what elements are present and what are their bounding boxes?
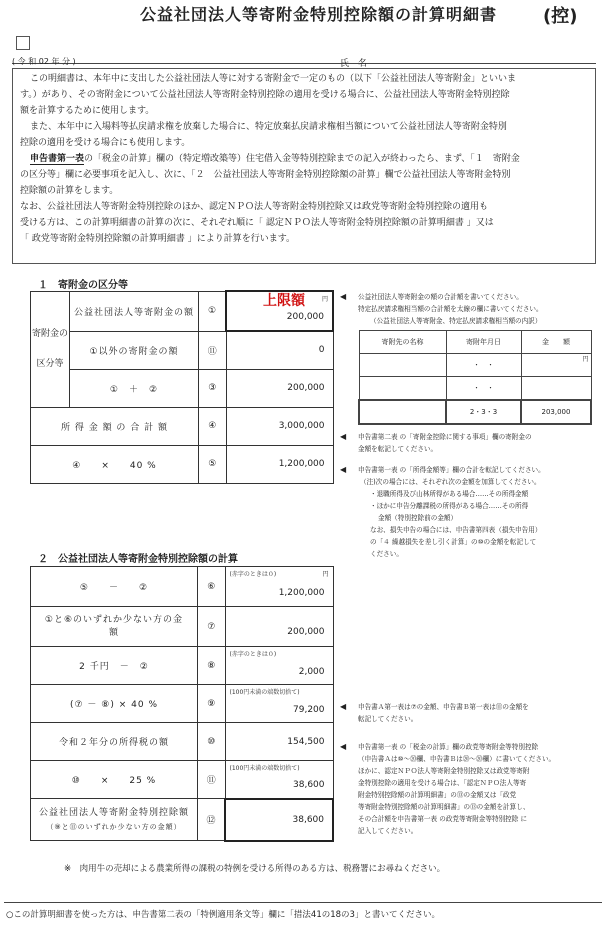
side3-l1: 申告書第一表 の「所得金額等」欄の合計を転記してください。 (358, 466, 545, 474)
section2-heading: ２ 公益社団法人等寄附金特別控除額の計算 (38, 554, 238, 565)
s2-row-num-6: ⑥ (198, 567, 226, 607)
intro-p1-l2: す。）があり、その寄附金について公益社団法人等寄附金特別控除の適用を受ける場合に、公益社団法人等寄附金特別控除 (20, 90, 510, 100)
s2-note-9: (100円未満の端数切捨て) (229, 689, 300, 696)
side3-l7: の「４ 繰越損失を差し引く計算」の⑩の金額を転記して (370, 538, 537, 546)
intro-p2-l2: 控除の適用を受ける場合にも使用します。 (20, 138, 191, 148)
section1-table (30, 290, 334, 484)
s2-value-9: 79,200 (293, 704, 325, 715)
s2-row-value-9[interactable] (225, 685, 333, 723)
s2-row-num-11: ⑪ (198, 761, 226, 799)
header-rule (12, 63, 596, 64)
s2-label-12-main: 公益社団法人等寄附金特別控除額 (38, 807, 189, 818)
s2-note-8: (赤字のときは０) (229, 651, 277, 658)
side3-l6: なお、損失申告の場合には、申告書第四表（損失申告用） (370, 526, 542, 534)
s2-row-label-9: (⑦ － ⑧) × 40 % (31, 685, 198, 723)
side1-l1: 公益社団法人等寄附金の額の合計額を書いてください。 (358, 293, 523, 301)
s2-note-6: (赤字のときは０) (229, 571, 277, 578)
row-num-4: ④ (199, 407, 227, 445)
detail-date-1[interactable]: ・ ・ (446, 354, 521, 377)
side5-l1: 申告書第一表 の「税金の計算」欄の政党等寄附金等特別控除 (358, 743, 539, 751)
intro-p3-l3: 控除額の計算をします。 (20, 186, 119, 196)
page-title: 公益社団法人等寄附金特別控除額の計算明細書 (140, 5, 498, 24)
arrow-icon: ◀ (340, 465, 347, 474)
intro-p4-l1: なお、公益社団法人等寄附金特別控除のほか、認定ＮＰＯ法人等寄附金特別控除又は政党等寄附金特別控除の適用も (20, 202, 489, 212)
corner-box (16, 36, 30, 50)
arrow-icon: ◀ (340, 742, 347, 751)
side2-l1: 申告書第二表 の「寄附金控除に関する事項」欄の寄附金の (358, 433, 532, 441)
section1-heading: １ 寄附金の区分等 (38, 280, 128, 291)
s2-row-num-8: ⑧ (198, 647, 226, 685)
section1-side-label (31, 291, 70, 407)
footer-rule (4, 902, 602, 903)
row-num-1: ① (199, 291, 227, 331)
s2-row-label-8: 2 千円 － ② (31, 647, 198, 685)
detail-amount-2[interactable] (521, 377, 591, 401)
detail-name-2[interactable] (359, 377, 446, 401)
detail-name-3[interactable] (359, 400, 446, 424)
detail-amount-3[interactable]: 203,000 (521, 400, 591, 424)
side-label-b: 区分等 (36, 359, 64, 369)
side1-l2: 特定払戻請求権相当額の合計額を太線の欄に書いてください。 (358, 305, 543, 313)
side3-l4: ・ほかに申告分離課税の所得がある場合……その所得 (370, 502, 529, 510)
s2-value-11: 38,600 (293, 780, 325, 791)
row-value-1[interactable] (226, 291, 333, 331)
side3-l2: （注)次の場合には、それぞれ次の金額を加算してください。 (360, 478, 541, 486)
year-label: ( 令 和 02 年 分 ) (12, 57, 76, 66)
side5-l4: 金特別控除の適用を受ける場合は、「認定ＮＰＯ法人等寄 (358, 779, 527, 787)
row-num-5: ⑤ (199, 445, 227, 483)
side5-l8: 記入してください。 (358, 827, 418, 835)
row-num-3: ③ (199, 369, 227, 407)
s2-note-11: (100円未満の端数切捨て) (229, 765, 300, 772)
copy-mark: (控) (543, 6, 578, 27)
s2-value-8: 2,000 (298, 666, 325, 677)
s2-row-label-7: ①と⑥のいずれか少ない方の金額 (31, 607, 198, 647)
intro-p1-l3: 額を計算するために使用します。 (20, 106, 155, 116)
footer-note-2: ○この計算明細書を使った方は、申告書第二表の「特例適用条文等」欄に「措法41の18の3」と書いてください。 (6, 910, 440, 920)
side4-l2: 転記してください。 (358, 715, 418, 723)
side5-l3: ほかに、認定ＮＰＯ法人等寄附金特別控除又は政党等寄附 (358, 767, 530, 775)
side1-l3: （公益社団法人等寄附金、特定払戻請求権相当額の内訳） (370, 317, 542, 325)
detail-date-3[interactable]: 2・3・3 (446, 400, 521, 424)
s2-row-num-9: ⑨ (198, 685, 226, 723)
section2-table (30, 566, 334, 842)
side5-l7: その合計額を申告書第一表 の政党等寄附金等特別控除 に (358, 815, 528, 823)
intro-p1-l1: この明細書は、本年中に支出した公益社団法人等に対する寄附金で一定のもの（以下「公益社団法人等寄附金」といいま (30, 74, 517, 84)
intro-p3-l2: の区分等」欄に必要事項を記入し、次に、「２ 公益社団法人等寄附金特別控除額の計算」欄で公益社団法人等寄附金特別 (20, 170, 511, 180)
yen-unit: 円 (322, 571, 329, 578)
donation-detail-table (358, 330, 592, 425)
row-value-5[interactable]: 1,200,000 (226, 445, 333, 483)
yen-unit: 円 (321, 296, 328, 303)
side5-l6: 等寄附金特別控除額の計算明細書」の⑬の金額を計算し、 (358, 803, 530, 811)
s2-row-label-10: 令和２年分の所得税の額 (31, 723, 198, 761)
row-num-2: ⑪ (199, 331, 227, 369)
value-1: 200,000 (286, 312, 324, 322)
row-label-2: ①以外の寄附金の額 (70, 331, 199, 369)
row-label-1: 公益社団法人等寄附金の額 (70, 291, 199, 331)
col-header-amount: 金 額 (521, 331, 591, 354)
s2-row-value-10[interactable]: 154,500 (225, 723, 333, 761)
intro-p4-l2: 受ける方は、この計算明細書の計算の次に、それぞれ順に「 認定ＮＰＯ法人等寄附金特別控除額の計算明細書 」又は (20, 218, 494, 228)
s2-row-num-12: ⑫ (198, 799, 226, 841)
s2-row-num-7: ⑦ (198, 607, 226, 647)
row-value-4[interactable]: 3,000,000 (226, 407, 333, 445)
side5-l5: 附金特別控除額の計算明細書」の⑬の金額又は「政党 (358, 791, 517, 799)
s2-row-label-11: ⑩ × 25 % (31, 761, 198, 799)
row-value-3[interactable]: 200,000 (226, 369, 333, 407)
detail-date-2[interactable]: ・ ・ (446, 377, 521, 401)
s2-row-num-10: ⑩ (198, 723, 226, 761)
row-label-3: ① ＋ ② (70, 369, 199, 407)
arrow-icon: ◀ (340, 292, 347, 301)
s2-row-value-6[interactable] (225, 567, 333, 607)
side2-l2: 金額を転記してください。 (358, 445, 438, 453)
intro-p2-l1: また、本年中に入場料等払戻請求権を放棄した場合に、特定放棄払戻請求権相当額について公益社団法人等寄附金特別 (30, 122, 507, 132)
intro-p3-ref: 申告書第一表 (30, 154, 85, 164)
intro-p4-l3: 「 政党等寄附金特別控除額の計算明細書 」により計算を行います。 (20, 234, 296, 244)
name-label: 氏 名 (340, 59, 368, 69)
side3-l3: ・退職所得及び山林所得がある場合……その所得金額 (370, 490, 529, 498)
s2-row-value-12[interactable]: 38,600 (225, 799, 333, 841)
s2-row-label-6: ⑤ － ② (31, 567, 198, 607)
row-label-5: ④ × 40 % (31, 445, 199, 483)
side4-l1: 申告書Ａ第一表は⑦の金額、申告書Ｂ第一表は⑪の金額を (358, 703, 529, 711)
intro-p3-text: の「税金の計算」欄の（特定増改築等）住宅借入金等特別控除までの記入が終わったら、まず、「１ 寄附金 (84, 154, 520, 164)
side3-l8: ください。 (370, 550, 403, 558)
row-value-2[interactable]: 0 (226, 331, 333, 369)
intro-p3-l1 (30, 152, 520, 168)
col-header-name: 寄附先の名称 (359, 331, 446, 354)
detail-amount-1[interactable] (521, 354, 591, 377)
s2-row-value-8[interactable] (225, 647, 333, 685)
side-label-a: 寄附金の (31, 329, 68, 339)
detail-name-1[interactable] (359, 354, 446, 377)
s2-row-label-12 (31, 799, 198, 841)
row-label-4: 所 得 金 額 の 合 計 額 (31, 407, 199, 445)
side3-l5: 金額（特別控除前の金額） (378, 514, 458, 522)
s2-row-value-7[interactable]: 200,000 (225, 607, 333, 647)
side5-l2: （申告書Ａは⑩～⑳欄、申告書Ｂは⑳～⑳欄）に書いてください。 (358, 755, 556, 763)
footer-note-1: ※ 肉用牛の売却による農業所得の課税の特例を受ける所得のある方は、税務署にお尋ねください。 (64, 864, 446, 874)
s2-row-value-11[interactable] (225, 761, 333, 799)
arrow-icon: ◀ (340, 702, 347, 711)
s2-label-12-sub: （⑨と⑪のいずれか少ない方の金額） (46, 822, 182, 831)
col-header-date: 寄附年月日 (446, 331, 521, 354)
arrow-icon: ◀ (340, 432, 347, 441)
detail-yen: 円 (582, 356, 589, 363)
s2-value-6: 1,200,000 (278, 587, 325, 598)
upper-limit-label: 上限額 (263, 293, 305, 309)
